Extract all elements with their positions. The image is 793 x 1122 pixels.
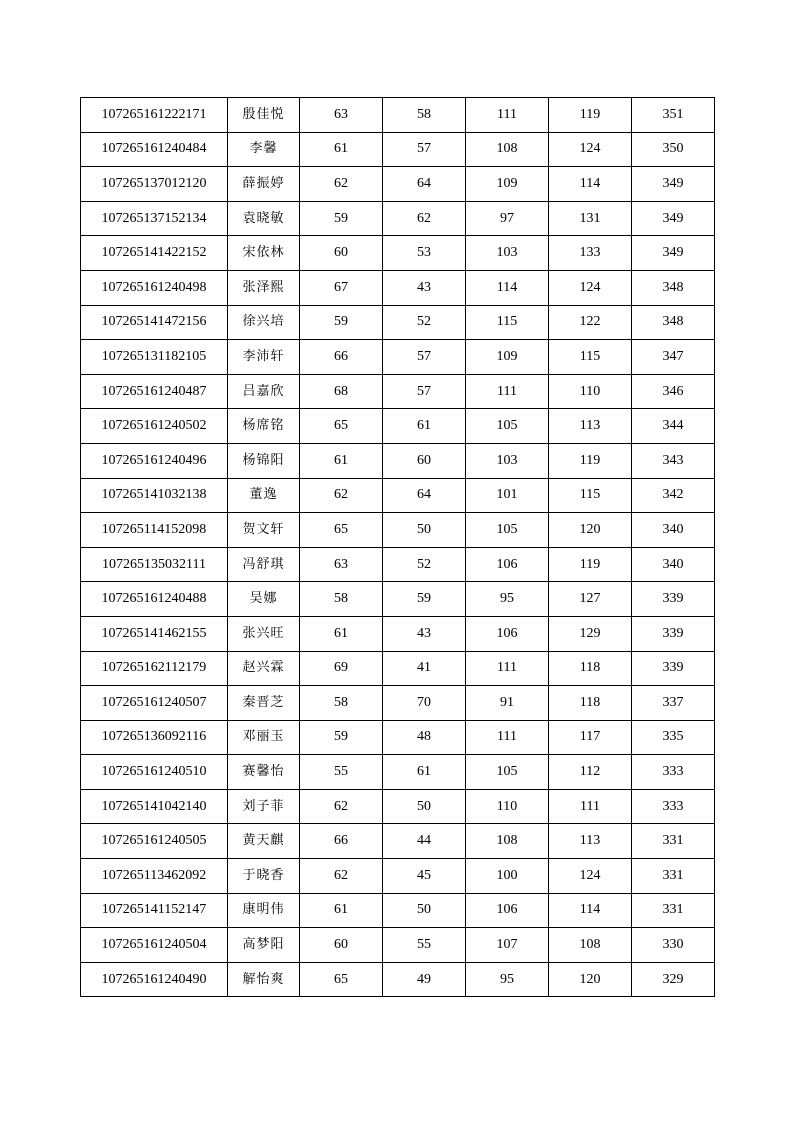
score-1-cell: 62 [300,478,383,513]
score-4-cell: 113 [549,824,632,859]
total-score-cell: 340 [632,513,715,548]
score-1-cell: 63 [300,98,383,133]
candidate-id-cell: 107265137152134 [81,201,228,236]
candidate-id-cell: 107265141422152 [81,236,228,271]
candidate-name-cell: 殷佳悦 [228,98,300,133]
candidate-name-cell: 赛馨怡 [228,755,300,790]
total-score-cell: 331 [632,859,715,894]
score-2-cell: 57 [383,374,466,409]
score-4-cell: 119 [549,443,632,478]
candidate-id-cell: 107265161240496 [81,443,228,478]
score-2-cell: 52 [383,305,466,340]
score-1-cell: 61 [300,893,383,928]
score-1-cell: 62 [300,859,383,894]
score-4-cell: 115 [549,340,632,375]
candidate-name-cell: 贺文轩 [228,513,300,548]
score-2-cell: 70 [383,686,466,721]
candidate-name-cell: 徐兴培 [228,305,300,340]
total-score-cell: 333 [632,755,715,790]
score-4-cell: 124 [549,270,632,305]
table-row [81,132,715,167]
candidate-id-cell: 107265161240490 [81,962,228,997]
score-2-cell: 64 [383,478,466,513]
total-score-cell: 347 [632,340,715,375]
score-4-cell: 119 [549,547,632,582]
total-score-cell: 348 [632,270,715,305]
score-4-cell: 131 [549,201,632,236]
candidate-name-cell: 李馨 [228,132,300,167]
score-4-cell: 127 [549,582,632,617]
score-1-cell: 55 [300,755,383,790]
total-score-cell: 348 [632,305,715,340]
score-1-cell: 68 [300,374,383,409]
score-4-cell: 113 [549,409,632,444]
score-1-cell: 65 [300,409,383,444]
score-1-cell: 59 [300,305,383,340]
score-3-cell: 115 [466,305,549,340]
candidate-id-cell: 107265162112179 [81,651,228,686]
score-4-cell: 129 [549,616,632,651]
candidate-id-cell: 107265136092116 [81,720,228,755]
candidate-name-cell: 于晓香 [228,859,300,894]
candidate-id-cell: 107265161240487 [81,374,228,409]
score-2-cell: 50 [383,513,466,548]
total-score-cell: 331 [632,824,715,859]
score-2-cell: 61 [383,409,466,444]
total-score-cell: 340 [632,547,715,582]
total-score-cell: 339 [632,651,715,686]
candidate-name-cell: 赵兴霖 [228,651,300,686]
score-2-cell: 57 [383,132,466,167]
candidate-name-cell: 解怡爽 [228,962,300,997]
score-4-cell: 115 [549,478,632,513]
score-1-cell: 69 [300,651,383,686]
table-row [81,720,715,755]
total-score-cell: 333 [632,789,715,824]
score-2-cell: 53 [383,236,466,271]
score-3-cell: 108 [466,132,549,167]
score-3-cell: 110 [466,789,549,824]
total-score-cell: 335 [632,720,715,755]
candidate-name-cell: 黄天麒 [228,824,300,859]
candidate-id-cell: 107265161240505 [81,824,228,859]
candidate-name-cell: 李沛轩 [228,340,300,375]
candidate-name-cell: 高梦阳 [228,928,300,963]
score-3-cell: 105 [466,409,549,444]
total-score-cell: 344 [632,409,715,444]
score-1-cell: 61 [300,616,383,651]
candidate-id-cell: 107265135032111 [81,547,228,582]
score-4-cell: 114 [549,893,632,928]
score-4-cell: 118 [549,686,632,721]
table-row [81,962,715,997]
candidate-id-cell: 107265161240504 [81,928,228,963]
candidate-id-cell: 107265114152098 [81,513,228,548]
score-4-cell: 111 [549,789,632,824]
score-3-cell: 111 [466,651,549,686]
candidate-name-cell: 宋依林 [228,236,300,271]
candidate-id-cell: 107265131182105 [81,340,228,375]
candidate-name-cell: 张泽熙 [228,270,300,305]
table-row [81,305,715,340]
score-3-cell: 91 [466,686,549,721]
total-score-cell: 337 [632,686,715,721]
score-3-cell: 111 [466,720,549,755]
score-1-cell: 67 [300,270,383,305]
candidate-id-cell: 107265161240488 [81,582,228,617]
score-1-cell: 58 [300,686,383,721]
total-score-cell: 350 [632,132,715,167]
score-1-cell: 63 [300,547,383,582]
table-row [81,236,715,271]
score-4-cell: 108 [549,928,632,963]
score-2-cell: 55 [383,928,466,963]
score-2-cell: 62 [383,201,466,236]
score-4-cell: 133 [549,236,632,271]
score-2-cell: 58 [383,98,466,133]
score-4-cell: 122 [549,305,632,340]
candidate-name-cell: 康明伟 [228,893,300,928]
score-3-cell: 107 [466,928,549,963]
score-2-cell: 64 [383,167,466,202]
score-1-cell: 60 [300,928,383,963]
total-score-cell: 329 [632,962,715,997]
candidate-id-cell: 107265161240502 [81,409,228,444]
score-3-cell: 95 [466,962,549,997]
score-3-cell: 111 [466,374,549,409]
table-row [81,340,715,375]
table-row [81,547,715,582]
score-4-cell: 120 [549,513,632,548]
score-4-cell: 117 [549,720,632,755]
candidate-name-cell: 杨席铭 [228,409,300,444]
score-3-cell: 106 [466,893,549,928]
score-3-cell: 108 [466,824,549,859]
score-3-cell: 111 [466,98,549,133]
table-row [81,409,715,444]
score-1-cell: 62 [300,789,383,824]
table-row [81,270,715,305]
candidate-name-cell: 张兴旺 [228,616,300,651]
table-row [81,201,715,236]
total-score-cell: 346 [632,374,715,409]
table-row [81,928,715,963]
table-row [81,478,715,513]
candidate-id-cell: 107265161240507 [81,686,228,721]
score-1-cell: 61 [300,443,383,478]
candidate-name-cell: 秦晋芝 [228,686,300,721]
score-2-cell: 49 [383,962,466,997]
score-3-cell: 103 [466,236,549,271]
candidate-id-cell: 107265161240498 [81,270,228,305]
table-row [81,686,715,721]
score-2-cell: 60 [383,443,466,478]
table-row [81,789,715,824]
score-4-cell: 112 [549,755,632,790]
score-3-cell: 101 [466,478,549,513]
score-2-cell: 43 [383,270,466,305]
total-score-cell: 331 [632,893,715,928]
score-4-cell: 124 [549,132,632,167]
score-2-cell: 61 [383,755,466,790]
score-1-cell: 65 [300,513,383,548]
table-row [81,616,715,651]
table-row [81,443,715,478]
candidate-id-cell: 107265141152147 [81,893,228,928]
candidate-name-cell: 杨锦阳 [228,443,300,478]
candidate-name-cell: 袁晓敏 [228,201,300,236]
total-score-cell: 343 [632,443,715,478]
score-table [80,97,715,997]
score-4-cell: 114 [549,167,632,202]
score-2-cell: 48 [383,720,466,755]
table-row [81,859,715,894]
score-3-cell: 106 [466,616,549,651]
score-1-cell: 59 [300,720,383,755]
score-3-cell: 114 [466,270,549,305]
candidate-id-cell: 107265141462155 [81,616,228,651]
candidate-id-cell: 107265141472156 [81,305,228,340]
total-score-cell: 349 [632,167,715,202]
candidate-id-cell: 107265161240510 [81,755,228,790]
score-3-cell: 103 [466,443,549,478]
score-2-cell: 59 [383,582,466,617]
candidate-id-cell: 107265113462092 [81,859,228,894]
score-2-cell: 44 [383,824,466,859]
candidate-name-cell: 邓丽玉 [228,720,300,755]
score-4-cell: 119 [549,98,632,133]
total-score-cell: 349 [632,236,715,271]
score-3-cell: 95 [466,582,549,617]
score-3-cell: 109 [466,167,549,202]
score-1-cell: 58 [300,582,383,617]
total-score-cell: 339 [632,616,715,651]
table-row [81,98,715,133]
score-3-cell: 105 [466,513,549,548]
score-3-cell: 109 [466,340,549,375]
score-2-cell: 52 [383,547,466,582]
score-1-cell: 66 [300,824,383,859]
table-row [81,167,715,202]
candidate-id-cell: 107265161240484 [81,132,228,167]
score-1-cell: 66 [300,340,383,375]
table-row [81,755,715,790]
score-1-cell: 60 [300,236,383,271]
score-2-cell: 50 [383,789,466,824]
table-row [81,651,715,686]
candidate-name-cell: 董逸 [228,478,300,513]
table-row [81,513,715,548]
score-2-cell: 57 [383,340,466,375]
candidate-name-cell: 薛振婷 [228,167,300,202]
table-row [81,893,715,928]
score-4-cell: 110 [549,374,632,409]
score-4-cell: 124 [549,859,632,894]
candidate-name-cell: 吕嘉欣 [228,374,300,409]
candidate-name-cell: 吴娜 [228,582,300,617]
score-3-cell: 97 [466,201,549,236]
score-3-cell: 105 [466,755,549,790]
total-score-cell: 349 [632,201,715,236]
score-3-cell: 100 [466,859,549,894]
score-2-cell: 41 [383,651,466,686]
score-2-cell: 43 [383,616,466,651]
score-2-cell: 45 [383,859,466,894]
candidate-name-cell: 刘子菲 [228,789,300,824]
score-1-cell: 61 [300,132,383,167]
candidate-id-cell: 107265137012120 [81,167,228,202]
score-table-body [81,98,715,997]
score-1-cell: 62 [300,167,383,202]
candidate-name-cell: 冯舒琪 [228,547,300,582]
candidate-id-cell: 107265141042140 [81,789,228,824]
candidate-id-cell: 107265141032138 [81,478,228,513]
candidate-id-cell: 107265161222171 [81,98,228,133]
total-score-cell: 330 [632,928,715,963]
table-row [81,374,715,409]
score-4-cell: 120 [549,962,632,997]
score-2-cell: 50 [383,893,466,928]
total-score-cell: 342 [632,478,715,513]
score-3-cell: 106 [466,547,549,582]
score-1-cell: 59 [300,201,383,236]
score-1-cell: 65 [300,962,383,997]
total-score-cell: 351 [632,98,715,133]
score-4-cell: 118 [549,651,632,686]
table-row [81,824,715,859]
table-row [81,582,715,617]
total-score-cell: 339 [632,582,715,617]
